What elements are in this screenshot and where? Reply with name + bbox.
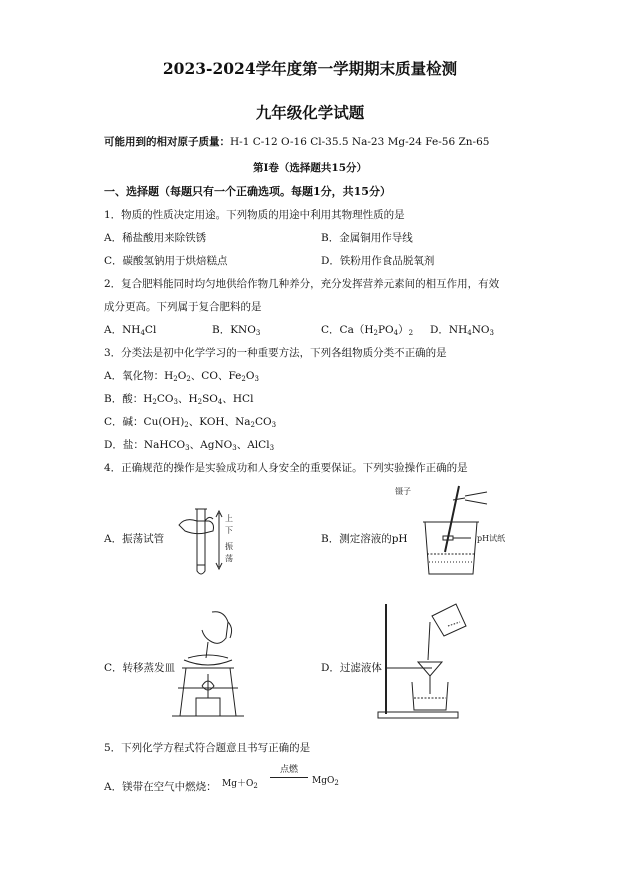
q5-stem: 5．下列化学方程式符合题意且书写正确的是	[104, 742, 311, 754]
q4-stem: 4．正确规范的操作是实验成功和人身安全的重要保证。下列实验操作正确的是	[104, 462, 468, 474]
q1-stem: 1．物质的性质决定用途。下列物质的用途中利用其物理性质的是	[104, 209, 405, 221]
exam-subtitle: 九年级化学试题	[255, 103, 365, 122]
q1-option-b: B．金属铜用作导线	[321, 232, 413, 244]
label-zhen: 振	[225, 542, 233, 551]
equation-left: $Mg+O_2$	[222, 779, 258, 790]
equation-arrow-line	[270, 777, 308, 778]
part1-title: 第Ⅰ卷（选择题共15分）	[252, 162, 368, 174]
q2-stem-line1: 2．复合肥料能同时均匀地供给作物几种养分，充分发挥营养元素间的相互作用，有效	[104, 278, 500, 290]
q4-option-d: D．过滤液体	[321, 662, 382, 674]
q3-option-d: D．盐：NaHCO$_3$、AgNO$_3$、AlCl$_3$	[104, 439, 275, 452]
figure-evaporating-dish	[168, 608, 248, 723]
q1-option-d: D．铁粉用作食品脱氧剂	[321, 255, 435, 267]
equation-right: MgO$_2$	[312, 776, 339, 787]
q3-option-a: A．氧化物：$H_2O_2$、CO、$Fe_2O_3$	[104, 370, 259, 383]
q1-option-c: C．碳酸氢钠用于烘焙糕点	[104, 255, 228, 267]
label-down: 下	[225, 526, 233, 535]
q3-stem: 3．分类法是初中化学学习的一种重要方法，下列各组物质分类不正确的是	[104, 347, 447, 359]
q4-option-c: C．转移蒸发皿	[104, 662, 176, 674]
q4-option-a: A．振荡试管	[104, 533, 165, 545]
label-ph-paper: pH试纸	[477, 534, 506, 543]
figure-measure-ph	[395, 482, 515, 582]
q5-option-a: A．镁带在空气中燃烧：	[104, 781, 217, 793]
atomic-mass-line	[104, 134, 489, 149]
q4-option-b: B．测定溶液的pH	[321, 533, 408, 545]
atomic-mass-values: H-1 C-12 O-16 Cl-35.5 Na-23 Mg-24 Fe-56 Zn-65	[230, 136, 490, 148]
equation-condition: 点燃	[279, 765, 298, 775]
atomic-mass-label: 可能用到的相对原子质量：	[104, 136, 230, 148]
q2-option-d: D．$NH_4NO_3$	[430, 324, 494, 337]
label-tweezers: 镊子	[395, 487, 411, 496]
q3-option-b: B．酸：$H_2CO_3$、$H_2SO_4$、HCl	[104, 393, 254, 406]
q2-option-a: A．$NH_4Cl$	[104, 324, 157, 337]
figure-filtration	[372, 596, 492, 721]
section1-title: 一、选择题（每题只有一个正确选项。每题1分，共15分）	[104, 185, 391, 198]
label-up: 上	[225, 514, 233, 523]
q1-option-a: A．稀盐酸用来除铁锈	[104, 232, 207, 244]
exam-title: 2023-2024学年度第一学期期末质量检测	[162, 59, 458, 78]
q2-option-b: B．$KNO_3$	[212, 324, 261, 337]
q2-stem-line2: 成分更高。下列属于复合肥料的是	[104, 301, 262, 313]
figure-shake-test-tube	[175, 505, 245, 585]
q2-option-c: C．$Ca(H_2PO_4)_2$	[321, 324, 414, 337]
q3-option-c: C．碱：$Cu(OH)_2$、KOH、$Na_2CO_3$	[104, 416, 277, 429]
label-dang: 荡	[225, 554, 233, 563]
